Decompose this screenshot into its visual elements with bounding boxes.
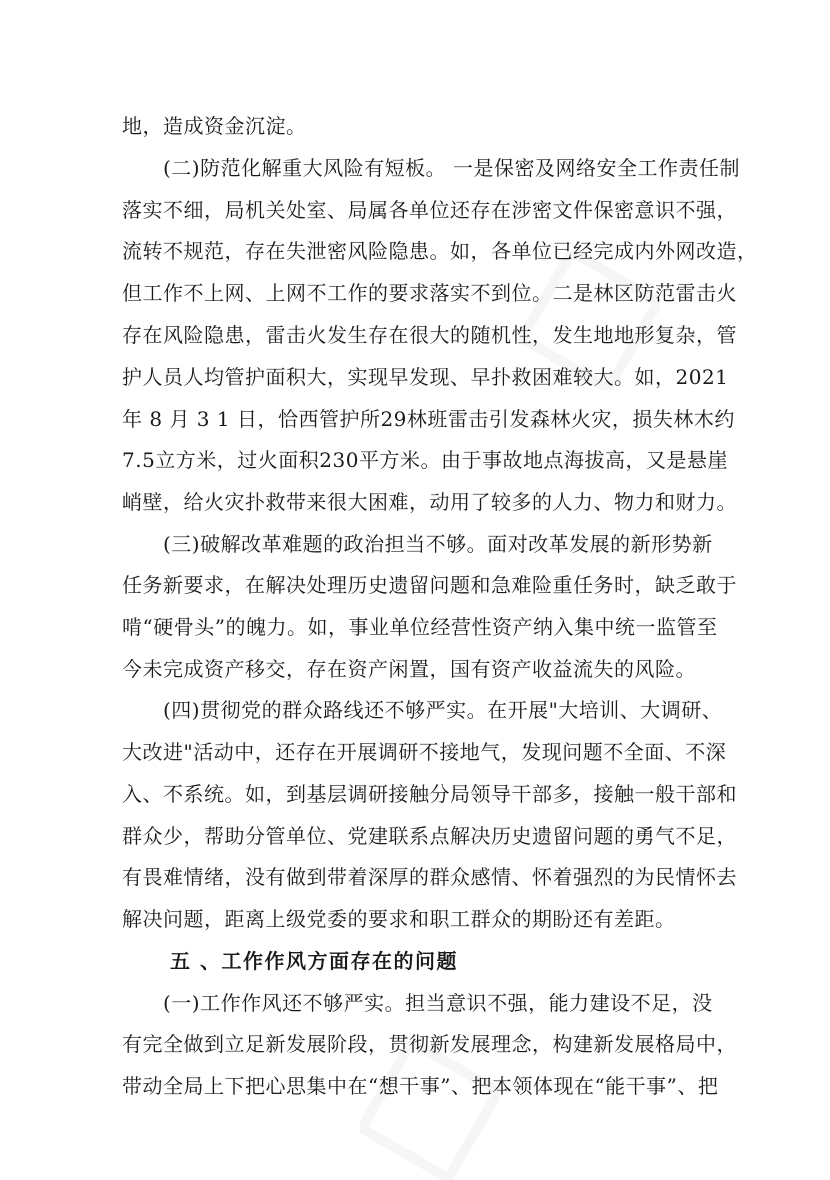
paragraph-line: 入、不系统。如，到基层调研接触分局领导干部多，接触一般干部和 [122, 782, 737, 806]
paragraph-line: 任务新要求，在解决处理历史遗留问题和急难险重任务时，缺乏敢于 [122, 573, 737, 597]
paragraph-line: 落实不细，局机关处室、局属各单位还存在涉密文件保密意识不强， [122, 198, 737, 222]
paragraph-line: (三)破解改革难题的政治担当不够。面对改革发展的新形势新 [163, 532, 713, 556]
paragraph-line: 啃“硬骨头”的魄力。如，事业单位经营性资产纳入集中统一监管至 [122, 615, 718, 639]
paragraph-line: (四)贯彻党的群众路线还不够严实。在开展"大培训、大调研、 [163, 698, 723, 722]
paragraph-line: (二)防范化解重大风险有短板。 一是保密及网络安全工作责任制 [163, 156, 740, 180]
paragraph-line: 解决问题，距离上级党委的要求和职工群众的期盼还有差距。 [122, 907, 676, 931]
section-heading: 五 、工作作风方面存在的问题 [170, 949, 458, 973]
paragraph-line: 有完全做到立足新发展阶段，贯彻新发展理念，构建新发展格局中， [122, 1032, 737, 1056]
paragraph-line: 峭壁，给火灾扑救带来很大困难，动用了较多的人力、物力和财力。 [122, 490, 737, 514]
paragraph-line: 7.5立方米，过火面积230平方米。由于事故地点海拔高，又是悬崖 [122, 448, 728, 472]
paragraph-line: (一)工作作风还不够严实。担当意识不强，能力建设不足，没 [163, 991, 713, 1015]
paragraph-line: 大改进"活动中，还存在开展调研不接地气，发现问题不全面、不深 [122, 740, 727, 764]
paragraph-line: 存在风险隐患，雷击火发生存在很大的随机性，发生地地形复杂，管 [122, 323, 737, 347]
paragraph-line: 有畏难情绪，没有做到带着深厚的群众感情、怀着强烈的为民情怀去 [122, 865, 737, 889]
paragraph-line: 地，造成资金沉淀。 [122, 114, 307, 138]
paragraph-line: 护人员人均管护面积大，实现早发现、早扑救困难较大。如，2021 [122, 365, 729, 389]
watermark-mark [360, 1040, 500, 1180]
paragraph-line: 群众少，帮助分管单位、党建联系点解决历史遗留问题的勇气不足， [122, 824, 737, 848]
paragraph-line: 带动全局上下把心思集中在“想干事”、把本领体现在“能干事”、把 [122, 1074, 719, 1098]
paragraph-line: 流转不规范，存在失泄密风险隐患。如，各单位已经完成内外网改造， [122, 239, 758, 263]
paragraph-line: 今未完成资产移交，存在资产闲置，国有资产收益流失的风险。 [122, 657, 696, 681]
paragraph-line: 年 8 月 3 1 日，恰西管护所29林班雷击引发森林火灾，损失林木约 [122, 407, 735, 431]
paragraph-line: 但工作不上网、上网不工作的要求落实不到位。二是林区防范雷击火 [122, 281, 737, 305]
